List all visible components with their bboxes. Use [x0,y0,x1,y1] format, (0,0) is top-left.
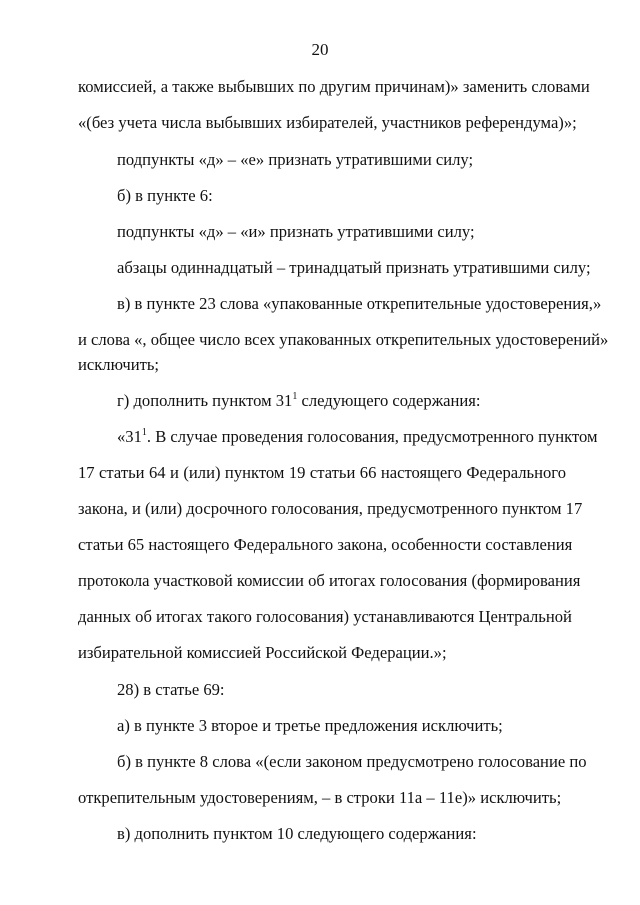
text-line: протокола участковой комиссии об итогах голосования (формирования [78,571,581,590]
page-number: 20 [311,40,329,59]
text-line [117,391,566,411]
text-line: 17 статьи 64 и (или) пунктом 19 статьи 66 настоящего Федерального [78,463,566,482]
text-line: избирательной комиссией Российской Федерации.»; [78,643,447,662]
text-fragment: г) дополнить пунктом 31 [117,391,293,410]
text-fragment: «31 [117,427,142,446]
text-line: а) в пункте 3 второе и третье предложения исключить; [117,716,503,735]
text-line: статьи 65 настоящего Федерального закона, особенности составления [78,535,573,554]
text-line: открепительным удостоверениям, – в строки 11а – 11е)» исключить; [78,788,562,807]
superscript: 1 [141,427,147,438]
text-fragment: . В случае проведения голосования, предусмотренного пунктом [146,427,598,446]
text-line: и слова «, общее число всех упакованных открепительных удостоверений» [78,330,609,349]
text-line: подпункты «д» – «и» признать утратившими силу; [117,222,475,241]
text-line: закона, и (или) досрочного голосования, предусмотренного пунктом 17 [78,499,583,518]
text-line: б) в пункте 8 слова «(если законом предусмотрено голосование по [117,752,587,771]
text-line: данных об итогах такого голосования) устанавливаются Центральной [78,607,572,626]
text-line: абзацы одиннадцатый – тринадцатый признать утратившими силу; [117,258,591,277]
text-line [117,427,598,447]
text-line: б) в пункте 6: [117,186,213,205]
text-line: 28) в статье 69: [117,680,225,699]
text-line: исключить; [78,355,160,374]
text-fragment: следующего содержания: [297,391,481,410]
text-line: в) дополнить пунктом 10 следующего содержания: [117,824,477,843]
superscript: 1 [292,391,298,402]
text-line: «(без учета числа выбывших избирателей, участников референдума)»; [78,113,577,132]
text-line: подпункты «д» – «е» признать утратившими силу; [117,150,474,169]
text-line: в) в пункте 23 слова «упакованные открепительные удостоверения,» [117,294,602,313]
text-line: комиссией, а также выбывших по другим причинам)» заменить словами [78,77,590,96]
